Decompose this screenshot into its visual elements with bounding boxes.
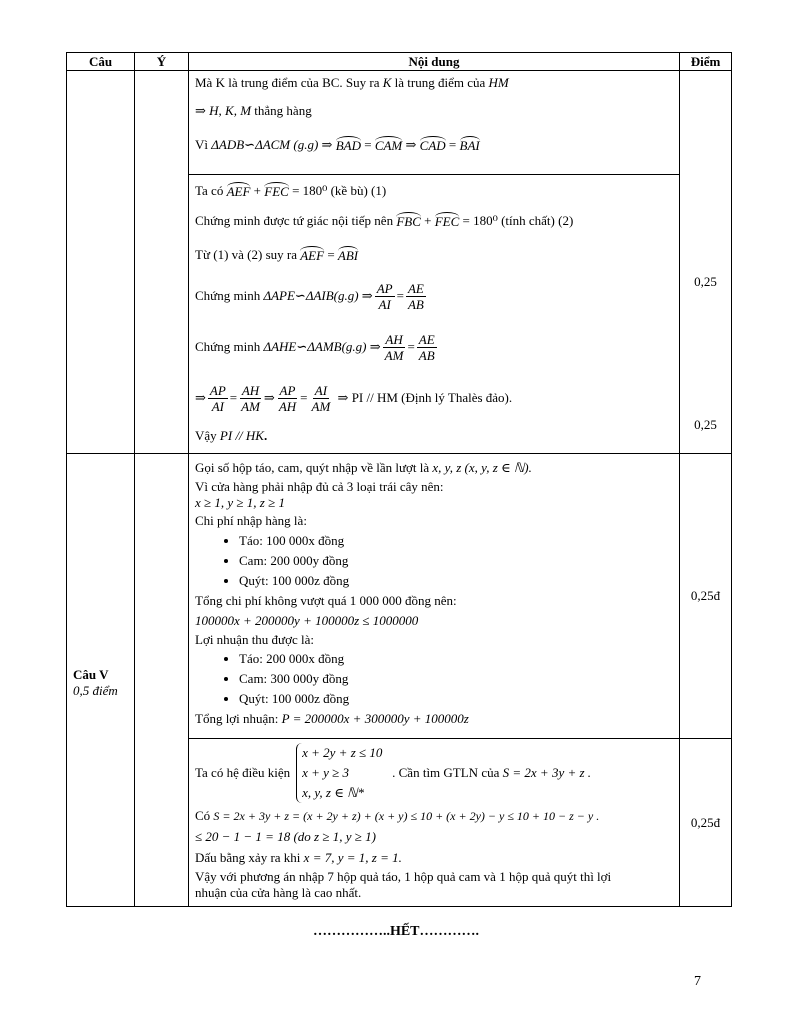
math: = [300, 390, 308, 405]
math: = [448, 137, 457, 152]
math: S = 2x + 3y + z = (x + 2y + z) + (x + y) ≤ 10 + (x + 2y) − y ≤ 10 + 10 − z − y . [213, 809, 600, 823]
denominator: AB [407, 296, 424, 312]
numerator: AP [279, 382, 296, 398]
text-line [195, 93, 673, 129]
angle: BAD [335, 138, 361, 153]
table-row [67, 71, 732, 175]
angle: FBC [396, 214, 421, 229]
fraction [310, 383, 333, 414]
angle: BAI [459, 138, 480, 153]
text-line [195, 741, 673, 805]
score-value: 0,25 [694, 274, 717, 289]
text: . [263, 428, 268, 443]
fraction [375, 281, 395, 312]
text: Vậy [195, 428, 217, 443]
table-row [67, 454, 732, 739]
header-cau: Câu [67, 53, 135, 71]
y-cell-empty [135, 71, 189, 454]
table-header-row [67, 53, 732, 71]
text-line: nhuận của cửa hàng là cao nhất. [195, 885, 362, 900]
score-cell [680, 71, 732, 454]
denominator: AM [384, 347, 404, 363]
question-points: 0,5 điểm [73, 683, 118, 698]
denominator: AB [418, 347, 435, 363]
list-item: • Táo: 200 000x đồng [239, 649, 673, 669]
text-line [195, 805, 673, 827]
numerator: AI [314, 382, 328, 398]
fraction [239, 383, 262, 414]
score-value: 0,25đ [690, 814, 721, 830]
end-marker: ……………..HẾT…………. [312, 924, 480, 939]
text-line [195, 373, 673, 423]
denominator: AI [211, 398, 224, 414]
header-score: Điểm [680, 53, 732, 71]
similar-symbol: ∽ [294, 288, 306, 303]
arrow-symbol: ⇒ [263, 390, 275, 405]
text: Chứng minh [195, 339, 261, 354]
list-item: • Cam: 200 000y đồng [239, 551, 673, 571]
question-label: Câu V [73, 667, 109, 682]
text-line: Chi phí nhập hàng là: [195, 513, 307, 528]
text-line [195, 203, 673, 239]
math: x, y, z (x, y, z ∈ ℕ). [432, 460, 532, 475]
content-cell [189, 739, 680, 907]
numerator: AE [418, 331, 435, 347]
denominator: AH [278, 398, 297, 414]
math-line: 100000x + 200000y + 100000z ≤ 1000000 [195, 613, 419, 628]
angle: ABI [337, 248, 359, 263]
text-line [195, 709, 673, 729]
text-line [195, 457, 673, 479]
text-line: Lợi nhuận thu được là: [195, 632, 314, 647]
text: Từ (1) và (2) suy ra [195, 247, 297, 262]
text-line [195, 129, 673, 161]
math: HM [488, 75, 509, 90]
text: Ta có [195, 183, 224, 198]
text-line [195, 73, 673, 93]
angle: FEC [264, 184, 289, 199]
similar-symbol: ∽ [296, 339, 308, 354]
list-item: • Táo: 100 000x đồng [239, 531, 673, 551]
text-line [195, 321, 673, 373]
math: = [327, 247, 335, 262]
page-number: 7 [694, 974, 701, 989]
score-cell [680, 739, 732, 907]
header-content: Nội dung [189, 53, 680, 71]
fraction [406, 281, 426, 312]
text-line [195, 847, 673, 869]
math: = [407, 339, 415, 354]
angle: AEF [226, 184, 251, 199]
math: x = 7, y = 1, z = 1. [303, 850, 402, 865]
text: = 180⁰ (tính chất) (2) [462, 213, 574, 228]
math: ΔAHE [263, 339, 297, 354]
y-cell-empty [135, 454, 189, 907]
math: ΔAIB(g.g) ⇒ [305, 288, 373, 303]
math: K [382, 75, 392, 90]
numerator: AE [407, 280, 424, 296]
content-cell [189, 175, 680, 454]
text-line [195, 423, 673, 449]
math: x + y ≥ 3 [302, 765, 350, 780]
text: Gọi số hộp táo, cam, quýt nhập về lần lượt là [195, 460, 430, 475]
math: PI // HK [219, 428, 264, 443]
text-line [195, 271, 673, 321]
cau-cell [67, 454, 135, 907]
denominator: AM [311, 398, 331, 414]
math: = [364, 137, 372, 152]
text: Ta có hệ điều kiện [195, 765, 291, 780]
fraction [383, 332, 406, 363]
text: = 180⁰ (kề bù) (1) [292, 183, 387, 198]
fraction [277, 383, 298, 414]
math: ΔAMB(g.g) ⇒ [307, 339, 381, 354]
text: ⇒ PI // HM (Định lý Thalès đảo). [337, 390, 513, 405]
arrow-symbol: ⇒ [195, 390, 206, 405]
math: S = 2x + 3y + z . [502, 765, 592, 780]
math: P = 200000x + 300000y + 100000z [281, 711, 469, 726]
text-line [195, 239, 673, 271]
text: . Cần tìm GTLN của [392, 765, 500, 780]
math: ΔAPE [263, 288, 295, 303]
score-cell [680, 454, 732, 739]
text-line: Vì cửa hàng phải nhập đủ cả 3 loại trái cây nên: [195, 479, 444, 494]
list-item: • Quýt: 100 000z đồng [239, 689, 673, 709]
text-line [195, 179, 673, 203]
arrow-symbol: ⇒ [195, 103, 206, 118]
math-line: ≤ 20 − 1 − 1 = 18 (do z ≥ 1, y ≥ 1) [195, 829, 376, 844]
text: là trung điểm của [394, 75, 486, 90]
math: x, y, z ∈ ℕ* [302, 785, 365, 800]
arrow-symbol: ⇒ [405, 137, 417, 152]
numerator: AH [241, 382, 260, 398]
list-item: • Quýt: 100 000z đồng [239, 571, 673, 591]
text: Tổng lợi nhuận: [195, 711, 279, 726]
math: + [253, 183, 261, 198]
math: ΔADB [211, 137, 245, 152]
numerator: AH [385, 331, 403, 347]
cost-list [195, 531, 673, 591]
angle: CAM [374, 138, 403, 153]
math: H, K, M [209, 103, 252, 118]
text: Dấu bằng xảy ra khi [195, 850, 301, 865]
angle: FEC [434, 214, 460, 229]
text-line: Tổng chi phí không vượt quá 1 000 000 đồng nên: [195, 593, 457, 608]
score-value: 0,25 [694, 417, 717, 432]
math-line: x ≥ 1, y ≥ 1, z ≥ 1 [195, 495, 286, 510]
angle: AEF [300, 248, 325, 263]
denominator: AM [241, 398, 260, 414]
list-item: • Cam: 300 000y đồng [239, 669, 673, 689]
header-y: Ý [135, 53, 189, 71]
score-value: 0,25đ [690, 588, 721, 603]
math: = [396, 288, 404, 303]
text: Có [195, 808, 211, 823]
fraction [208, 383, 228, 414]
content-cell [189, 454, 680, 739]
math: + [424, 213, 432, 228]
profit-list [195, 649, 673, 709]
math: ΔACM (g.g) ⇒ [255, 137, 333, 152]
text: Vì [195, 137, 208, 152]
numerator: AP [376, 280, 393, 296]
angle: CAD [419, 138, 446, 153]
math: x + 2y + z ≤ 10 [302, 745, 383, 760]
numerator: AP [209, 382, 226, 398]
similar-symbol: ∽ [244, 137, 256, 152]
text: Chứng minh [195, 288, 261, 303]
math: = [229, 390, 238, 405]
cau-cell-empty [67, 71, 135, 454]
fraction [417, 332, 437, 363]
text: thẳng hàng [254, 103, 312, 118]
text: Chứng minh được tứ giác nội tiếp nên [195, 213, 394, 228]
text-line: Vậy với phương án nhập 7 hộp quả táo, 1 hộp quả cam và 1 hộp quả quýt thì lợi [195, 869, 612, 884]
system-brace [296, 743, 382, 803]
content-cell [189, 71, 680, 175]
answer-table [66, 52, 732, 907]
denominator: AI [378, 296, 391, 312]
text: Mà K là trung điểm của BC. Suy ra [195, 75, 380, 90]
